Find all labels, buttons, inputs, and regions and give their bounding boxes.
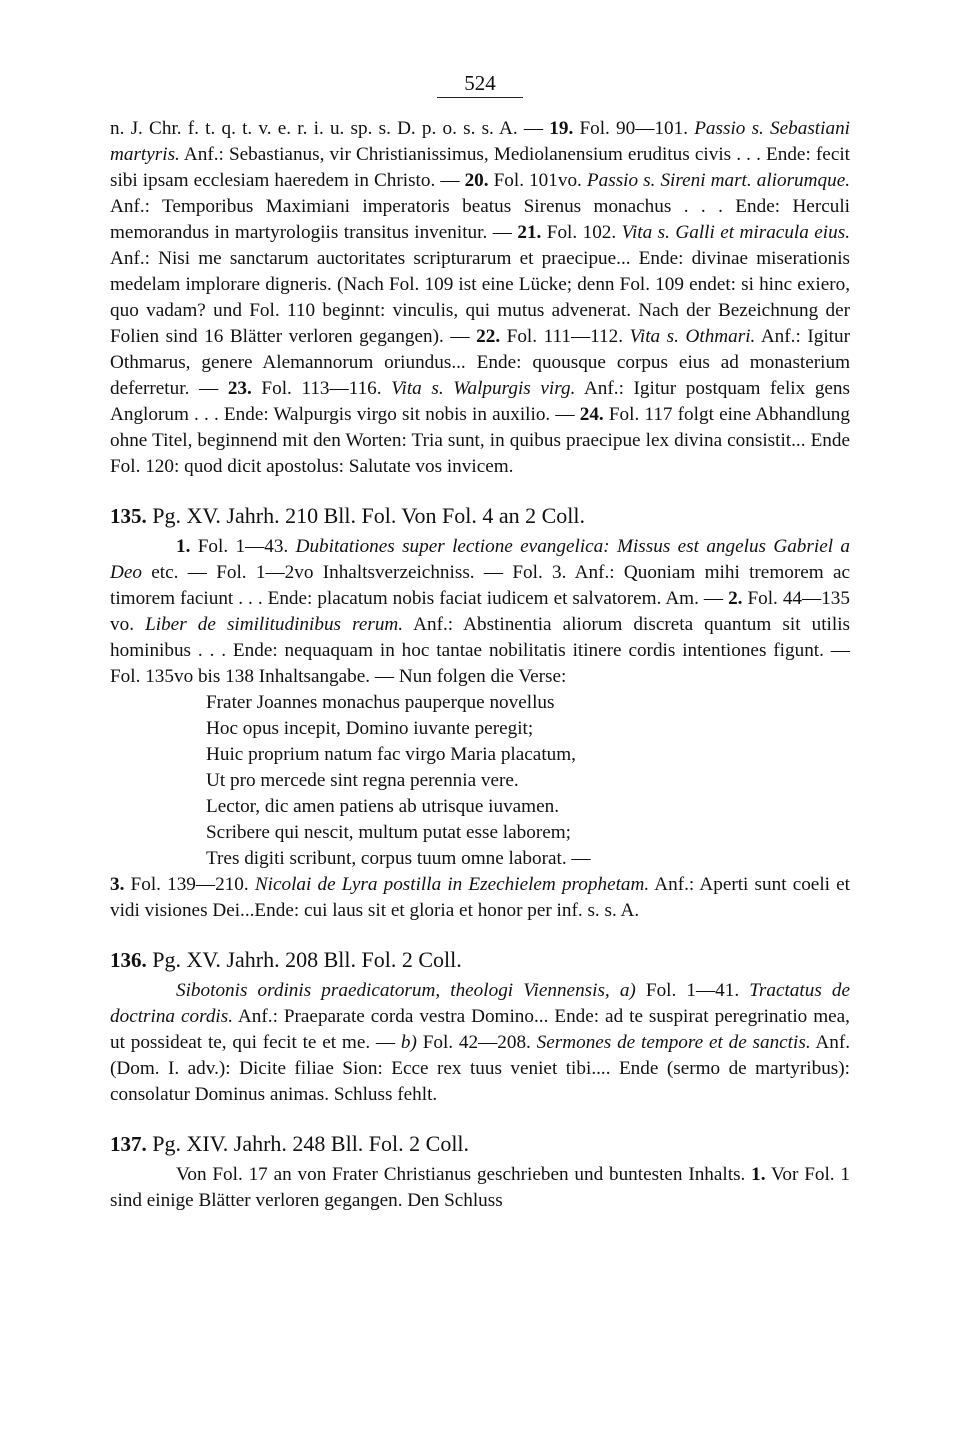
verse-line: Hoc opus incepit, Domino iuvante peregit; <box>206 718 534 739</box>
item-number: 1. <box>176 536 191 557</box>
item-number: 21. <box>517 222 542 243</box>
item-number: 20. <box>464 170 489 191</box>
verse-block <box>206 690 850 872</box>
item-number: 22. <box>476 326 501 347</box>
text-run: Fol. 113—116. <box>251 378 392 399</box>
text-run: Anf.: Temporibus Maximiani imperatoris beatus Sirenus monachus . . . Ende: Herculi memorandus in martyrologiis transitus invenitur. — <box>110 196 850 243</box>
work-title: Liber de similitudinibus rerum. <box>145 614 404 635</box>
text-run: Fol. 101vo. <box>488 170 587 191</box>
item-number: 3. <box>110 874 125 895</box>
item-number: 2. <box>728 588 743 609</box>
work-title: Passio s. Sireni mart. aliorumque. <box>586 170 851 191</box>
text-run: Fol. 1—41. <box>635 980 750 1001</box>
item-letter: b) <box>400 1032 417 1053</box>
entry-number: 135. <box>110 504 147 528</box>
text-run: n. J. Chr. f. t. q. t. v. e. r. i. u. sp. s. D. p. o. s. s. A. — <box>110 118 550 139</box>
entry-136-heading <box>110 946 850 974</box>
text-run: Fol. 111—112. <box>500 326 630 347</box>
verse-line: Ut pro mercede sint regna perennia vere. <box>206 770 519 791</box>
author-title: Sibotonis ordinis praedicatorum, theologi Viennensis, a) <box>176 980 636 1001</box>
work-title: Vita s. Othmari. <box>629 326 756 347</box>
page-number: 524 <box>464 71 496 95</box>
text-run: Fol. 117 folgt eine Abhandlung ohne Titel, beginnend mit den Worten: Tria sunt, in quibus praecipue lex divina consistit... Ende Fol. 120: quod dicit apostolus: Salutate vos invicem. <box>110 404 850 477</box>
work-title: Sermones de tempore et de sanctis. <box>536 1032 811 1053</box>
item-number: 19. <box>549 118 574 139</box>
work-title: Tractatus de doctrina cordis. <box>110 980 850 1027</box>
text-run: Von Fol. 17 an von Frater Christianus geschrieben und buntesten Inhalts. <box>176 1164 752 1185</box>
entry-135-heading <box>110 502 850 530</box>
text-run: Anf. (Dom. I. adv.): Dicite filiae Sion: Ecce rex tuus veniet tibi.... Ende (sermo de martyribus): consolatur Dominus animas. Schluss fehlt. <box>110 1032 851 1105</box>
entry-135-body <box>110 534 850 924</box>
entry-number: 137. <box>110 1132 147 1156</box>
text-run: Fol. 139—210. <box>124 874 255 895</box>
verse-line: Lector, dic amen patiens ab utrisque iuvamen. <box>206 796 560 817</box>
verse-line: Tres digiti scribunt, corpus tuum omne laborat. — <box>206 848 591 869</box>
entry-number: 136. <box>110 948 147 972</box>
verse-line: Frater Joannes monachus pauperque novellus <box>206 692 555 713</box>
page-number-rule <box>437 97 523 98</box>
entry-136-body <box>110 978 850 1108</box>
verse-line: Huic proprium natum fac virgo Maria placatum, <box>206 744 576 765</box>
text-run: Anf.: Sebastianus, vir Christianissimus, Mediolanensium eruditus civis . . . Ende: fecit sibi ipsam ecclesiam haeredem in Christo. — <box>110 144 850 191</box>
work-title: Vita s. Walpurgis virg. <box>391 378 576 399</box>
text-run: Anf.: Aperti sunt coeli et vidi visiones Dei...Ende: cui laus sit et gloria et honor per inf. s. s. A. <box>110 874 850 921</box>
work-title: Dubitationes super lectione evangelica: Missus est angelus Gabriel a Deo <box>110 536 850 583</box>
item-number: 1. <box>751 1164 766 1185</box>
entry-137-body <box>110 1162 850 1214</box>
text-run: Fol. 1—43. <box>190 536 296 557</box>
work-title: Vita s. Galli et miracula eius. <box>621 222 850 243</box>
text-run: Anf.: Igitur postquam felix gens Anglorum . . . Ende: Walpurgis virgo sit nobis in auxilio. — <box>110 378 850 425</box>
text-run: Anf.: Praeparate corda vestra Domino... Ende: ad te suspirat peregrinatio mea, ut possideat te, qui fecit te et me. — <box>110 1006 850 1053</box>
text-run: Fol. 102. <box>541 222 622 243</box>
verse-line: Scribere qui nescit, multum putat esse laborem; <box>206 822 572 843</box>
text-run: Fol. 90—101. <box>573 118 695 139</box>
text-run: Anf.: Igitur Othmarus, genere Alemannorum oriundus... Ende: quousque corpus eius ad monasterium deferretur. — <box>110 326 850 399</box>
text-run: Anf.: Abstinentia aliorum discreta quantum sit utilis hominibus . . . Ende: nequaquam in hoc tantae nobilitatis itinere cordis intentiones figunt. — Fol. 135vo bis 138 Inhaltsangabe. — Nun folgen die Verse: <box>110 614 851 687</box>
entry-description: Pg. XV. Jahrh. 208 Bll. Fol. 2 Coll. <box>146 947 462 972</box>
item-number: 24. <box>579 404 604 425</box>
text-run: Vor Fol. 1 sind einige Blätter verloren gegangen. Den Schluss <box>110 1164 850 1211</box>
text-run: Fol. 44—135 vo. <box>110 588 850 635</box>
entry-137-heading <box>110 1130 850 1158</box>
page <box>110 70 850 1214</box>
intro-paragraph <box>110 116 850 480</box>
entry-description: Pg. XV. Jahrh. 210 Bll. Fol. Von Fol. 4 an 2 Coll. <box>146 503 585 528</box>
work-title: Passio s. Sebastiani martyris. <box>110 118 850 165</box>
text-run: Fol. 42—208. <box>416 1032 537 1053</box>
text-run: etc. — Fol. 1—2vo Inhaltsverzeichniss. — Fol. 3. Anf.: Quoniam mihi tremorem ac timorem faciunt . . . Ende: placatum nobis faciat iudicem et salvatorem. Am. — <box>110 562 850 609</box>
text-run: Anf.: Nisi me sanctarum auctoritates scripturarum et praecipue... Ende: divinae miserationis medelam implorare digneris. (Nach Fol. 109 ist eine Lücke; denn Fol. 109 endet: si hinc exiero, quo vadam? und Fol. 110 beginnt: vinculis, qui mutus advenerat. Nach der Bezeichnung der Folien sind 16 Blätter verloren gegangen). — <box>110 248 850 347</box>
item-number: 23. <box>227 378 252 399</box>
entry-description: Pg. XIV. Jahrh. 248 Bll. Fol. 2 Coll. <box>146 1131 470 1156</box>
work-title: Nicolai de Lyra postilla in Ezechielem prophetam. <box>254 874 650 895</box>
